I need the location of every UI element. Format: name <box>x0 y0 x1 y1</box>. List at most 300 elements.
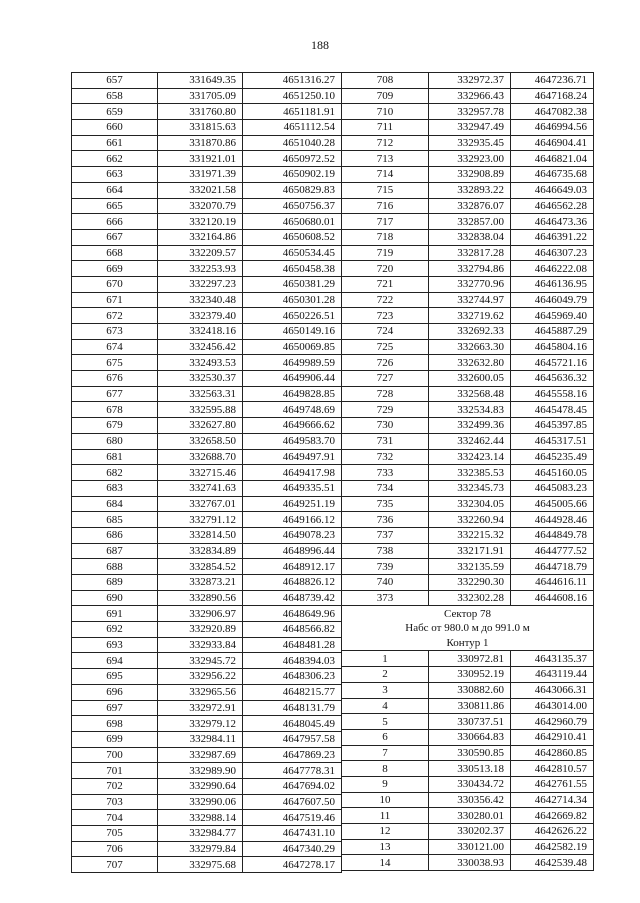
y-coordinate: 4647778.31 <box>243 763 342 779</box>
y-coordinate: 4648566.82 <box>243 622 342 638</box>
point-number: 701 <box>72 763 158 779</box>
table-row <box>342 543 594 559</box>
table-row <box>72 135 342 151</box>
y-coordinate: 4646649.03 <box>511 182 594 198</box>
point-number: 696 <box>72 684 158 700</box>
point-number: 718 <box>342 229 429 245</box>
point-number: 702 <box>72 778 158 794</box>
table-row <box>342 198 594 214</box>
x-coordinate: 332984.77 <box>158 826 243 842</box>
table-row <box>342 575 594 591</box>
y-coordinate: 4648481.28 <box>243 637 342 653</box>
x-coordinate: 332290.30 <box>429 575 511 591</box>
table-row <box>72 606 342 622</box>
table-row <box>72 104 342 120</box>
table-row <box>342 824 594 840</box>
point-number: 677 <box>72 386 158 402</box>
y-coordinate: 4644928.46 <box>511 512 594 528</box>
table-row <box>342 339 594 355</box>
point-number: 664 <box>72 182 158 198</box>
point-number: 1 <box>342 651 429 667</box>
table-row <box>342 651 594 667</box>
point-number: 682 <box>72 465 158 481</box>
x-coordinate: 332070.79 <box>158 198 243 214</box>
table-row <box>72 292 342 308</box>
x-coordinate: 330513.18 <box>429 761 511 777</box>
table-row <box>342 355 594 371</box>
point-number: 711 <box>342 120 429 136</box>
point-number: 712 <box>342 135 429 151</box>
y-coordinate: 4645317.51 <box>511 433 594 449</box>
table-row <box>72 575 342 591</box>
table-row <box>342 808 594 824</box>
x-coordinate: 331921.01 <box>158 151 243 167</box>
y-coordinate: 4645721.16 <box>511 355 594 371</box>
point-number: 704 <box>72 810 158 826</box>
y-coordinate: 4649989.59 <box>243 355 342 371</box>
sector-height-range: Набс от 980.0 м до 991.0 м <box>342 621 594 636</box>
table-row <box>342 792 594 808</box>
page-number: 188 <box>311 38 329 52</box>
table-row <box>342 855 594 871</box>
x-coordinate: 331760.80 <box>158 104 243 120</box>
y-coordinate: 4649078.23 <box>243 527 342 543</box>
table-row <box>72 355 342 371</box>
x-coordinate: 332719.62 <box>429 308 511 324</box>
table-row <box>342 292 594 308</box>
table-row <box>342 120 594 136</box>
sector-title: Сектор 78 <box>342 606 594 621</box>
point-number: 674 <box>72 339 158 355</box>
point-number: 667 <box>72 229 158 245</box>
table-row <box>72 763 342 779</box>
sector-height-row <box>342 621 594 636</box>
y-coordinate: 4648131.79 <box>243 700 342 716</box>
point-number: 734 <box>342 480 429 496</box>
point-number: 732 <box>342 449 429 465</box>
contour-title-row <box>342 636 594 651</box>
point-number: 694 <box>72 653 158 669</box>
table-row <box>342 480 594 496</box>
point-number: 663 <box>72 167 158 183</box>
table-row <box>72 496 342 512</box>
point-number: 676 <box>72 371 158 387</box>
y-coordinate: 4650226.51 <box>243 308 342 324</box>
y-coordinate: 4644718.79 <box>511 559 594 575</box>
point-number: 707 <box>72 857 158 873</box>
y-coordinate: 4646391.22 <box>511 229 594 245</box>
y-coordinate: 4647082.38 <box>511 104 594 120</box>
y-coordinate: 4646049.79 <box>511 292 594 308</box>
x-coordinate: 332302.28 <box>429 590 511 606</box>
point-number: 714 <box>342 167 429 183</box>
table-row <box>72 261 342 277</box>
x-coordinate: 332908.89 <box>429 167 511 183</box>
x-coordinate: 332385.53 <box>429 465 511 481</box>
x-coordinate: 332021.58 <box>158 182 243 198</box>
x-coordinate: 332253.93 <box>158 261 243 277</box>
point-number: 3 <box>342 682 429 698</box>
x-coordinate: 330280.01 <box>429 808 511 824</box>
table-row <box>72 88 342 104</box>
x-coordinate: 332957.78 <box>429 104 511 120</box>
table-row <box>342 512 594 528</box>
point-number: 692 <box>72 622 158 638</box>
y-coordinate: 4647236.71 <box>511 73 594 89</box>
x-coordinate: 331649.35 <box>158 73 243 89</box>
point-number: 688 <box>72 559 158 575</box>
table-row <box>342 88 594 104</box>
point-number: 657 <box>72 73 158 89</box>
y-coordinate: 4646136.95 <box>511 276 594 292</box>
y-coordinate: 4647519.46 <box>243 810 342 826</box>
coordinates-table-right <box>341 72 594 871</box>
point-number: 662 <box>72 151 158 167</box>
y-coordinate: 4650458.38 <box>243 261 342 277</box>
x-coordinate: 332171.91 <box>429 543 511 559</box>
point-number: 723 <box>342 308 429 324</box>
x-coordinate: 332834.89 <box>158 543 243 559</box>
x-coordinate: 330121.00 <box>429 839 511 855</box>
point-number: 660 <box>72 120 158 136</box>
table-row <box>342 496 594 512</box>
point-number: 669 <box>72 261 158 277</box>
y-coordinate: 4647340.29 <box>243 841 342 857</box>
x-coordinate: 330434.72 <box>429 776 511 792</box>
y-coordinate: 4649166.12 <box>243 512 342 528</box>
point-number: 9 <box>342 776 429 792</box>
x-coordinate: 332658.50 <box>158 433 243 449</box>
y-coordinate: 4643119.44 <box>511 667 594 683</box>
y-coordinate: 4644616.11 <box>511 575 594 591</box>
table-row <box>342 135 594 151</box>
y-coordinate: 4645887.29 <box>511 324 594 340</box>
point-number: 11 <box>342 808 429 824</box>
table-row <box>72 559 342 575</box>
x-coordinate: 332990.06 <box>158 794 243 810</box>
y-coordinate: 4648912.17 <box>243 559 342 575</box>
point-number: 5 <box>342 714 429 730</box>
x-coordinate: 332945.72 <box>158 653 243 669</box>
point-number: 665 <box>72 198 158 214</box>
x-coordinate: 332890.56 <box>158 590 243 606</box>
x-coordinate: 332972.37 <box>429 73 511 89</box>
x-coordinate: 332418.16 <box>158 324 243 340</box>
y-coordinate: 4646735.68 <box>511 167 594 183</box>
y-coordinate: 4642960.79 <box>511 714 594 730</box>
y-coordinate: 4649666.62 <box>243 418 342 434</box>
table-row <box>342 433 594 449</box>
table-row <box>72 182 342 198</box>
point-number: 687 <box>72 543 158 559</box>
table-row <box>72 465 342 481</box>
table-row <box>342 276 594 292</box>
table-row <box>342 839 594 855</box>
x-coordinate: 332965.56 <box>158 684 243 700</box>
point-number: 10 <box>342 792 429 808</box>
x-coordinate: 332989.90 <box>158 763 243 779</box>
x-coordinate: 332297.23 <box>158 276 243 292</box>
contour-title: Контур 1 <box>342 636 594 651</box>
point-number: 671 <box>72 292 158 308</box>
x-coordinate: 332120.19 <box>158 214 243 230</box>
table-row <box>72 198 342 214</box>
x-coordinate: 331870.86 <box>158 135 243 151</box>
y-coordinate: 4650534.45 <box>243 245 342 261</box>
x-coordinate: 332854.52 <box>158 559 243 575</box>
x-coordinate: 332215.32 <box>429 527 511 543</box>
point-number: 715 <box>342 182 429 198</box>
y-coordinate: 4646222.08 <box>511 261 594 277</box>
y-coordinate: 4650608.52 <box>243 229 342 245</box>
y-coordinate: 4650381.29 <box>243 276 342 292</box>
table-row <box>72 512 342 528</box>
table-row <box>342 214 594 230</box>
point-number: 733 <box>342 465 429 481</box>
point-number: 697 <box>72 700 158 716</box>
table-row <box>72 857 342 873</box>
y-coordinate: 4642539.48 <box>511 855 594 871</box>
y-coordinate: 4648996.44 <box>243 543 342 559</box>
point-number: 729 <box>342 402 429 418</box>
table-row <box>72 402 342 418</box>
point-number: 684 <box>72 496 158 512</box>
point-number: 739 <box>342 559 429 575</box>
y-coordinate: 4650902.19 <box>243 167 342 183</box>
x-coordinate: 332456.42 <box>158 339 243 355</box>
x-coordinate: 332209.57 <box>158 245 243 261</box>
table-row <box>72 276 342 292</box>
y-coordinate: 4648306.23 <box>243 669 342 685</box>
x-coordinate: 332990.64 <box>158 778 243 794</box>
x-coordinate: 331705.09 <box>158 88 243 104</box>
x-coordinate: 332534.83 <box>429 402 511 418</box>
y-coordinate: 4645804.16 <box>511 339 594 355</box>
point-number: 670 <box>72 276 158 292</box>
table-row <box>342 73 594 89</box>
point-number: 8 <box>342 761 429 777</box>
point-number: 740 <box>342 575 429 591</box>
table-row <box>72 653 342 669</box>
x-coordinate: 332423.14 <box>429 449 511 465</box>
point-number: 683 <box>72 480 158 496</box>
x-coordinate: 330972.81 <box>429 651 511 667</box>
point-number: 685 <box>72 512 158 528</box>
x-coordinate: 332933.84 <box>158 637 243 653</box>
point-number: 373 <box>342 590 429 606</box>
table-row <box>72 841 342 857</box>
table-row <box>72 700 342 716</box>
y-coordinate: 4647869.23 <box>243 747 342 763</box>
table-row <box>342 151 594 167</box>
table-row <box>342 527 594 543</box>
y-coordinate: 4648215.77 <box>243 684 342 700</box>
table-row <box>342 402 594 418</box>
point-number: 722 <box>342 292 429 308</box>
table-row <box>342 729 594 745</box>
table-row <box>72 73 342 89</box>
x-coordinate: 332923.00 <box>429 151 511 167</box>
y-coordinate: 4642761.55 <box>511 776 594 792</box>
x-coordinate: 332984.11 <box>158 731 243 747</box>
point-number: 13 <box>342 839 429 855</box>
y-coordinate: 4646307.23 <box>511 245 594 261</box>
point-number: 695 <box>72 669 158 685</box>
x-coordinate: 332817.28 <box>429 245 511 261</box>
table-row <box>72 684 342 700</box>
x-coordinate: 332692.33 <box>429 324 511 340</box>
point-number: 661 <box>72 135 158 151</box>
x-coordinate: 330356.42 <box>429 792 511 808</box>
y-coordinate: 4644608.16 <box>511 590 594 606</box>
point-number: 717 <box>342 214 429 230</box>
table-row <box>72 527 342 543</box>
table-row <box>72 120 342 136</box>
y-coordinate: 4650149.16 <box>243 324 342 340</box>
x-coordinate: 332340.48 <box>158 292 243 308</box>
point-number: 720 <box>342 261 429 277</box>
table-row <box>342 590 594 606</box>
y-coordinate: 4643135.37 <box>511 651 594 667</box>
table-row <box>342 745 594 761</box>
table-row <box>72 543 342 559</box>
y-coordinate: 4644777.52 <box>511 543 594 559</box>
table-row <box>72 637 342 653</box>
table-row <box>72 214 342 230</box>
point-number: 690 <box>72 590 158 606</box>
point-number: 716 <box>342 198 429 214</box>
table-row <box>72 794 342 810</box>
table-row <box>342 324 594 340</box>
y-coordinate: 4645478.45 <box>511 402 594 418</box>
x-coordinate: 332876.07 <box>429 198 511 214</box>
table-row <box>342 682 594 698</box>
table-row <box>342 698 594 714</box>
point-number: 709 <box>342 88 429 104</box>
x-coordinate: 332975.68 <box>158 857 243 873</box>
table-row <box>342 465 594 481</box>
point-number: 731 <box>342 433 429 449</box>
y-coordinate: 4650972.52 <box>243 151 342 167</box>
y-coordinate: 4642810.57 <box>511 761 594 777</box>
x-coordinate: 332632.80 <box>429 355 511 371</box>
x-coordinate: 330202.37 <box>429 824 511 840</box>
x-coordinate: 332530.37 <box>158 371 243 387</box>
point-number: 736 <box>342 512 429 528</box>
point-number: 658 <box>72 88 158 104</box>
coordinates-table-left <box>71 72 342 873</box>
x-coordinate: 330590.85 <box>429 745 511 761</box>
table-row <box>72 480 342 496</box>
table-row <box>342 167 594 183</box>
y-coordinate: 4645160.05 <box>511 465 594 481</box>
point-number: 706 <box>72 841 158 857</box>
y-coordinate: 4642582.19 <box>511 839 594 855</box>
y-coordinate: 4651112.54 <box>243 120 342 136</box>
y-coordinate: 4645005.66 <box>511 496 594 512</box>
x-coordinate: 332499.36 <box>429 418 511 434</box>
table-row <box>72 339 342 355</box>
x-coordinate: 332857.00 <box>429 214 511 230</box>
y-coordinate: 4645083.23 <box>511 480 594 496</box>
table-row <box>342 104 594 120</box>
x-coordinate: 332493.53 <box>158 355 243 371</box>
point-number: 705 <box>72 826 158 842</box>
y-coordinate: 4647694.02 <box>243 778 342 794</box>
point-number: 679 <box>72 418 158 434</box>
table-row <box>72 245 342 261</box>
table-row <box>342 667 594 683</box>
point-number: 725 <box>342 339 429 355</box>
point-number: 698 <box>72 716 158 732</box>
y-coordinate: 4648739.42 <box>243 590 342 606</box>
y-coordinate: 4646994.56 <box>511 120 594 136</box>
x-coordinate: 332979.12 <box>158 716 243 732</box>
table-row <box>342 714 594 730</box>
point-number: 713 <box>342 151 429 167</box>
y-coordinate: 4648045.49 <box>243 716 342 732</box>
x-coordinate: 332715.46 <box>158 465 243 481</box>
x-coordinate: 332988.14 <box>158 810 243 826</box>
point-number: 721 <box>342 276 429 292</box>
y-coordinate: 4643014.00 <box>511 698 594 714</box>
x-coordinate: 332838.04 <box>429 229 511 245</box>
y-coordinate: 4651040.28 <box>243 135 342 151</box>
x-coordinate: 332688.70 <box>158 449 243 465</box>
x-coordinate: 332164.86 <box>158 229 243 245</box>
x-coordinate: 332767.01 <box>158 496 243 512</box>
y-coordinate: 4649335.51 <box>243 480 342 496</box>
x-coordinate: 332744.97 <box>429 292 511 308</box>
table-row <box>342 761 594 777</box>
y-coordinate: 4646473.36 <box>511 214 594 230</box>
y-coordinate: 4646821.04 <box>511 151 594 167</box>
y-coordinate: 4645969.40 <box>511 308 594 324</box>
x-coordinate: 330664.83 <box>429 729 511 745</box>
point-number: 727 <box>342 371 429 387</box>
point-number: 689 <box>72 575 158 591</box>
y-coordinate: 4643066.31 <box>511 682 594 698</box>
point-number: 14 <box>342 855 429 871</box>
x-coordinate: 332462.44 <box>429 433 511 449</box>
y-coordinate: 4649417.98 <box>243 465 342 481</box>
point-number: 738 <box>342 543 429 559</box>
table-row <box>72 433 342 449</box>
y-coordinate: 4646904.41 <box>511 135 594 151</box>
point-number: 710 <box>342 104 429 120</box>
table-row <box>72 747 342 763</box>
point-number: 691 <box>72 606 158 622</box>
point-number: 659 <box>72 104 158 120</box>
x-coordinate: 332920.89 <box>158 622 243 638</box>
table-row <box>342 308 594 324</box>
x-coordinate: 332873.21 <box>158 575 243 591</box>
table-row <box>72 826 342 842</box>
y-coordinate: 4648394.03 <box>243 653 342 669</box>
x-coordinate: 332947.49 <box>429 120 511 136</box>
y-coordinate: 4650301.28 <box>243 292 342 308</box>
x-coordinate: 331971.39 <box>158 167 243 183</box>
x-coordinate: 332304.05 <box>429 496 511 512</box>
x-coordinate: 332814.50 <box>158 527 243 543</box>
y-coordinate: 4648649.96 <box>243 606 342 622</box>
y-coordinate: 4651316.27 <box>243 73 342 89</box>
sector-title-row <box>342 606 594 621</box>
x-coordinate: 330882.60 <box>429 682 511 698</box>
point-number: 675 <box>72 355 158 371</box>
x-coordinate: 332595.88 <box>158 402 243 418</box>
y-coordinate: 4645636.32 <box>511 371 594 387</box>
